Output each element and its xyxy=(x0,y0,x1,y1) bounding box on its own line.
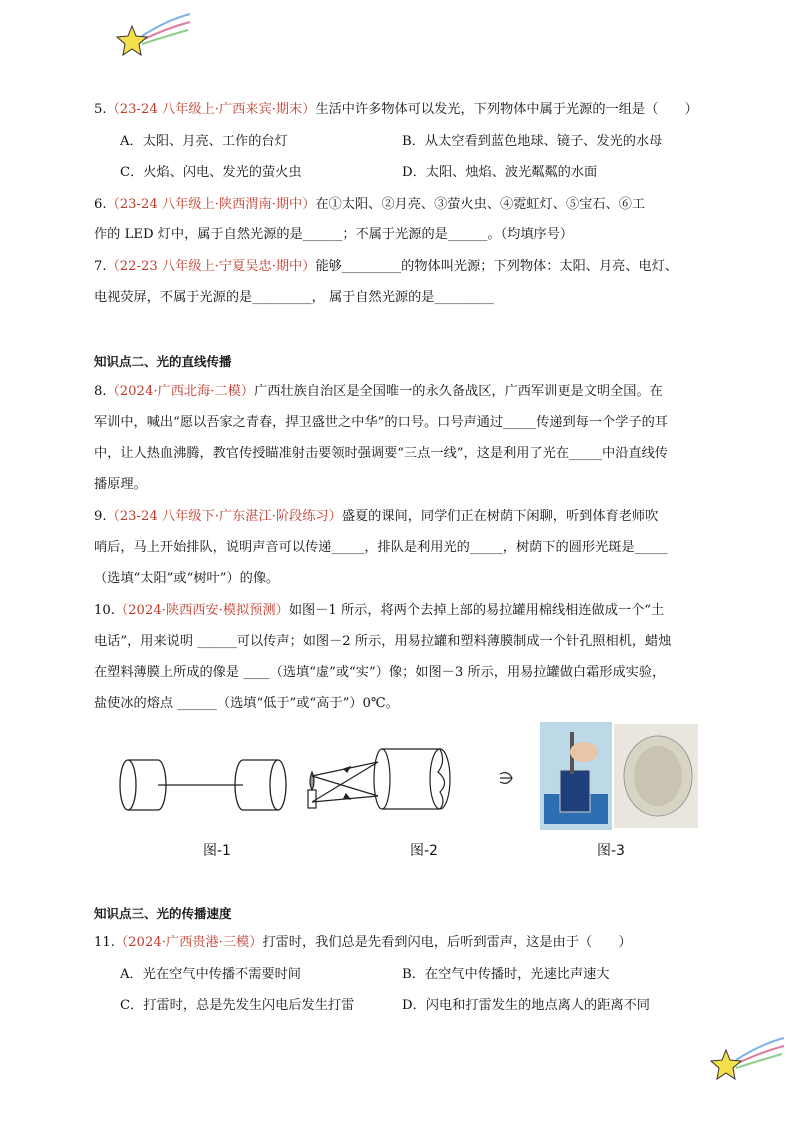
question-text: 电视荧屏，不属于光源的是_________， 属于自然光源的是_________ xyxy=(94,290,494,305)
question-number: 10. xyxy=(94,603,115,618)
question-number: 7. xyxy=(94,259,107,274)
question-source: （23-24 八年级上·陕西渭南·期中） xyxy=(106,197,316,212)
section-title: 知识点二、光的直线传播 xyxy=(94,354,232,369)
question-text: 如图－1 所示，将两个去掉上部的易拉罐用棉线相连做成一个“土 xyxy=(288,603,665,618)
question-text: 电话”，用来说明 ______可以传声；如图－2 所示，用易拉罐和塑料薄膜制成一个针孔照相机，蜡烛 xyxy=(94,634,672,649)
question-text: （选填“太阳”或“树叶”）的像。 xyxy=(94,571,280,586)
option-a: A．光在空气中传播不需要时间 xyxy=(120,967,301,982)
question-text: 哨后，马上开始排队，说明声音可以传递_____，排队是利用光的_____，树荫下的圆形光斑是_____ xyxy=(94,540,668,555)
question-text: 在塑料薄膜上所成的像是 ____（选填“虚”或“实”）像；如图－3 所示，用易拉罐做白霜形成实验， xyxy=(94,665,666,680)
question-5 xyxy=(94,100,698,120)
option-d: D．闪电和打雷发生的地点离人的距离不同 xyxy=(402,998,650,1013)
option-b: B．在空气中传播时，光速比声速大 xyxy=(402,967,610,982)
figure-caption: 图-1 xyxy=(203,843,231,859)
question-text: 中，让人热血沸腾，教官传授瞄准射击要领时强调要“三点一线”，这是利用了光在_____中沿直线传 xyxy=(94,446,668,461)
shooting-star-icon xyxy=(112,10,192,60)
question-text: 能够_________的物体叫光源；下列物体：太阳、月亮、电灯、 xyxy=(315,259,679,274)
question-text: 作的 LED 灯中，属于自然光源的是______；不属于光源的是______。（均填序号） xyxy=(94,227,574,242)
question-number: 5. xyxy=(94,102,107,117)
question-text: 播原理。 xyxy=(94,477,147,492)
figure-3-frost-experiment-photo xyxy=(540,722,700,830)
option-a: A．太阳、月亮、工作的台灯 xyxy=(120,134,288,149)
question-7 xyxy=(94,257,678,277)
question-text: 在①太阳、②月亮、③萤火虫、④霓虹灯、⑤宝石、⑥工 xyxy=(315,197,646,212)
question-source: （2024·广西贵港·三模） xyxy=(114,935,263,950)
question-text: 军训中，喊出“愿以吾家之青春，捍卫盛世之中华”的口号。口号声通过_____传递到每一个学子的耳 xyxy=(94,415,668,430)
option-c: C．打雷时，总是先发生闪电后发生打雷 xyxy=(120,998,355,1013)
question-8 xyxy=(94,382,663,402)
question-text: 盐使冰的熔点 ______（选填“低于”或“高于”）0℃。 xyxy=(94,696,399,711)
question-source: （2024·陕西西安·模拟预测） xyxy=(114,603,289,618)
figure-2-pinhole-camera xyxy=(300,732,525,832)
question-number: 11. xyxy=(94,935,115,950)
question-number: 8. xyxy=(94,384,107,399)
question-text: 广西壮族自治区是全国唯一的永久备战区，广西军训更是文明全国。在 xyxy=(254,384,663,399)
option-d: D．太阳、烛焰、波光粼粼的水面 xyxy=(402,165,598,180)
question-9 xyxy=(94,507,658,527)
section-title: 知识点三、光的传播速度 xyxy=(94,906,232,921)
option-c: C．火焰、闪电、发光的萤火虫 xyxy=(120,165,302,180)
figure-caption: 图-2 xyxy=(410,843,438,859)
question-source: （22-23 八年级上·宁夏吴忠·期中） xyxy=(106,259,316,274)
question-6 xyxy=(94,195,645,215)
figure-1-can-phone xyxy=(118,740,293,830)
figure-caption: 图-3 xyxy=(597,843,625,859)
question-text: 盛夏的课间，同学们正在树荫下闲聊，听到体育老师吹 xyxy=(341,509,659,524)
question-text: 生活中许多物体可以发光，下列物体中属于光源的一组是（ ） xyxy=(315,102,698,117)
question-10 xyxy=(94,601,664,621)
question-number: 9. xyxy=(94,509,107,524)
question-11 xyxy=(94,933,632,953)
question-source: （2024·广西北海·二模） xyxy=(106,384,255,399)
question-text: 打雷时，我们总是先看到闪电，后听到雷声，这是由于（ ） xyxy=(262,935,632,950)
question-number: 6. xyxy=(94,197,107,212)
question-source: （23-24 八年级下·广东湛江·阶段练习） xyxy=(106,509,342,524)
question-source: （23-24 八年级上·广西来宾·期末） xyxy=(106,102,316,117)
shooting-star-icon xyxy=(706,1034,786,1084)
option-b: B．从太空看到蓝色地球、镜子、发光的水母 xyxy=(402,134,663,149)
